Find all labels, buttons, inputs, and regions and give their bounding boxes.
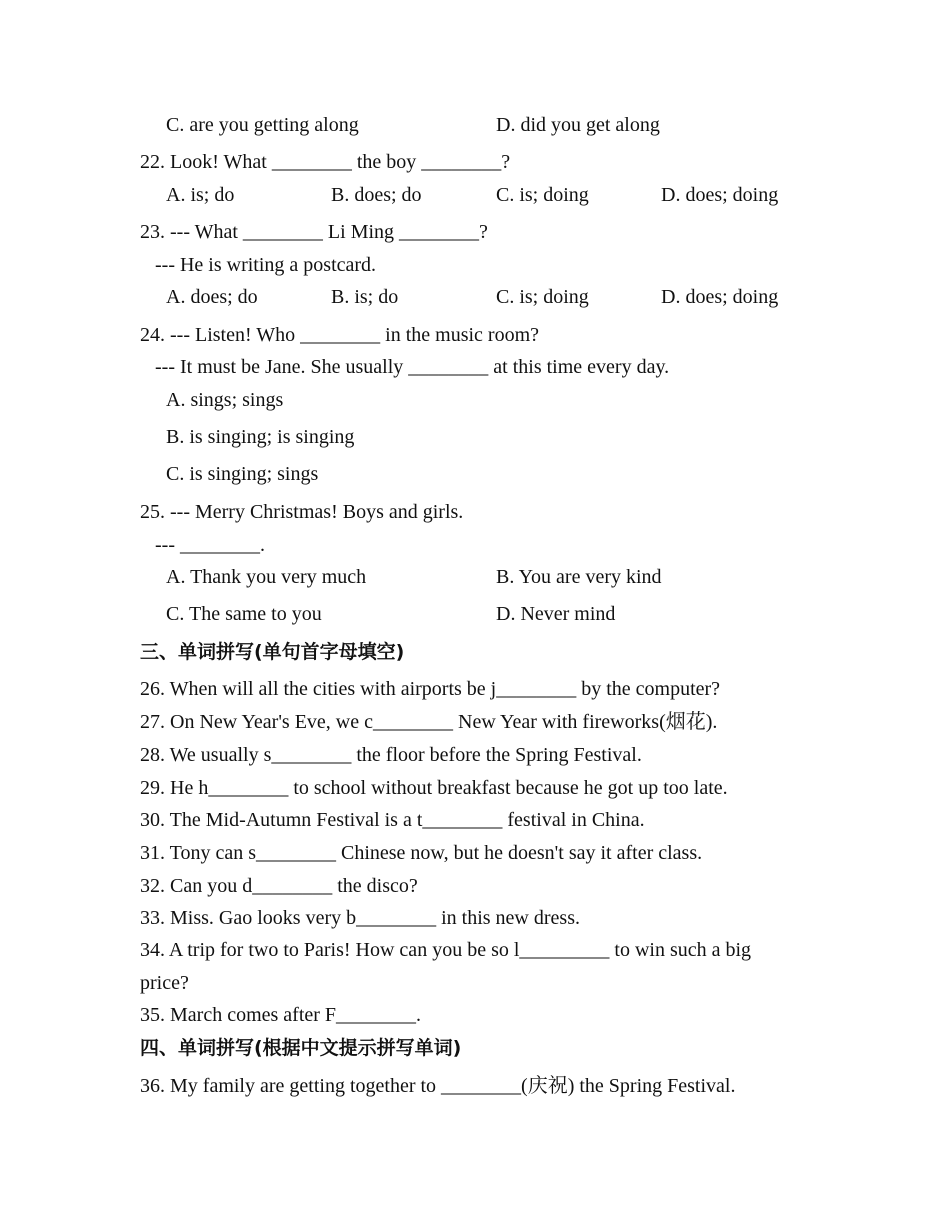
q21-option-d: D. did you get along	[496, 114, 660, 136]
q32: 32. Can you d________ the disco?	[140, 875, 418, 897]
q22-option-d: D. does; doing	[661, 184, 779, 206]
q30: 30. The Mid-Autumn Festival is a t________ festival in China.	[140, 809, 645, 831]
q31: 31. Tony can s________ Chinese now, but he doesn't say it after class.	[140, 842, 703, 864]
q24-option-a: A. sings; sings	[166, 389, 284, 411]
q25-stem: 25. --- Merry Christmas! Boys and girls.	[140, 501, 464, 523]
q27: 27. On New Year's Eve, we c________ New Year with fireworks(烟花).	[140, 711, 718, 733]
q23-reply: --- He is writing a postcard.	[155, 254, 377, 276]
q22-option-b: B. does; do	[331, 184, 422, 206]
q23-option-b: B. is; do	[331, 286, 399, 308]
q23-option-c: C. is; doing	[496, 286, 589, 308]
q33: 33. Miss. Gao looks very b________ in this new dress.	[140, 907, 580, 929]
q24-option-b: B. is singing; is singing	[166, 426, 355, 448]
q34-continued: price?	[140, 972, 189, 994]
q25-option-d: D. Never mind	[496, 603, 616, 625]
q25-option-a: A. Thank you very much	[166, 566, 367, 588]
q25-option-c: C. The same to you	[166, 603, 322, 625]
q34: 34. A trip for two to Paris! How can you be so l_________ to win such a big	[140, 939, 752, 961]
q28: 28. We usually s________ the floor before the Spring Festival.	[140, 744, 642, 766]
section-4-heading: 四、单词拼写(根据中文提示拼写单词)	[140, 1037, 462, 1059]
q24-stem: 24. --- Listen! Who ________ in the music room?	[140, 324, 540, 346]
q35: 35. March comes after F________.	[140, 1004, 422, 1026]
q23-option-d: D. does; doing	[661, 286, 779, 308]
q23-option-a: A. does; do	[166, 286, 258, 308]
q36: 36. My family are getting together to ________(庆祝) the Spring Festival.	[140, 1075, 736, 1097]
q26: 26. When will all the cities with airports be j________ by the computer?	[140, 678, 721, 700]
q24-option-c: C. is singing; sings	[166, 463, 319, 485]
q24-reply: --- It must be Jane. She usually ________ at this time every day.	[155, 356, 670, 378]
q21-option-c: C. are you getting along	[166, 114, 359, 136]
q25-reply: --- ________.	[155, 534, 265, 556]
q29: 29. He h________ to school without breakfast because he got up too late.	[140, 777, 728, 799]
q23-stem: 23. --- What ________ Li Ming ________?	[140, 221, 488, 243]
q25-option-b: B. You are very kind	[496, 566, 662, 588]
q22-option-c: C. is; doing	[496, 184, 589, 206]
q22-stem: 22. Look! What ________ the boy ________?	[140, 151, 511, 173]
section-3-heading: 三、单词拼写(单句首字母填空)	[140, 641, 405, 663]
q22-option-a: A. is; do	[166, 184, 235, 206]
